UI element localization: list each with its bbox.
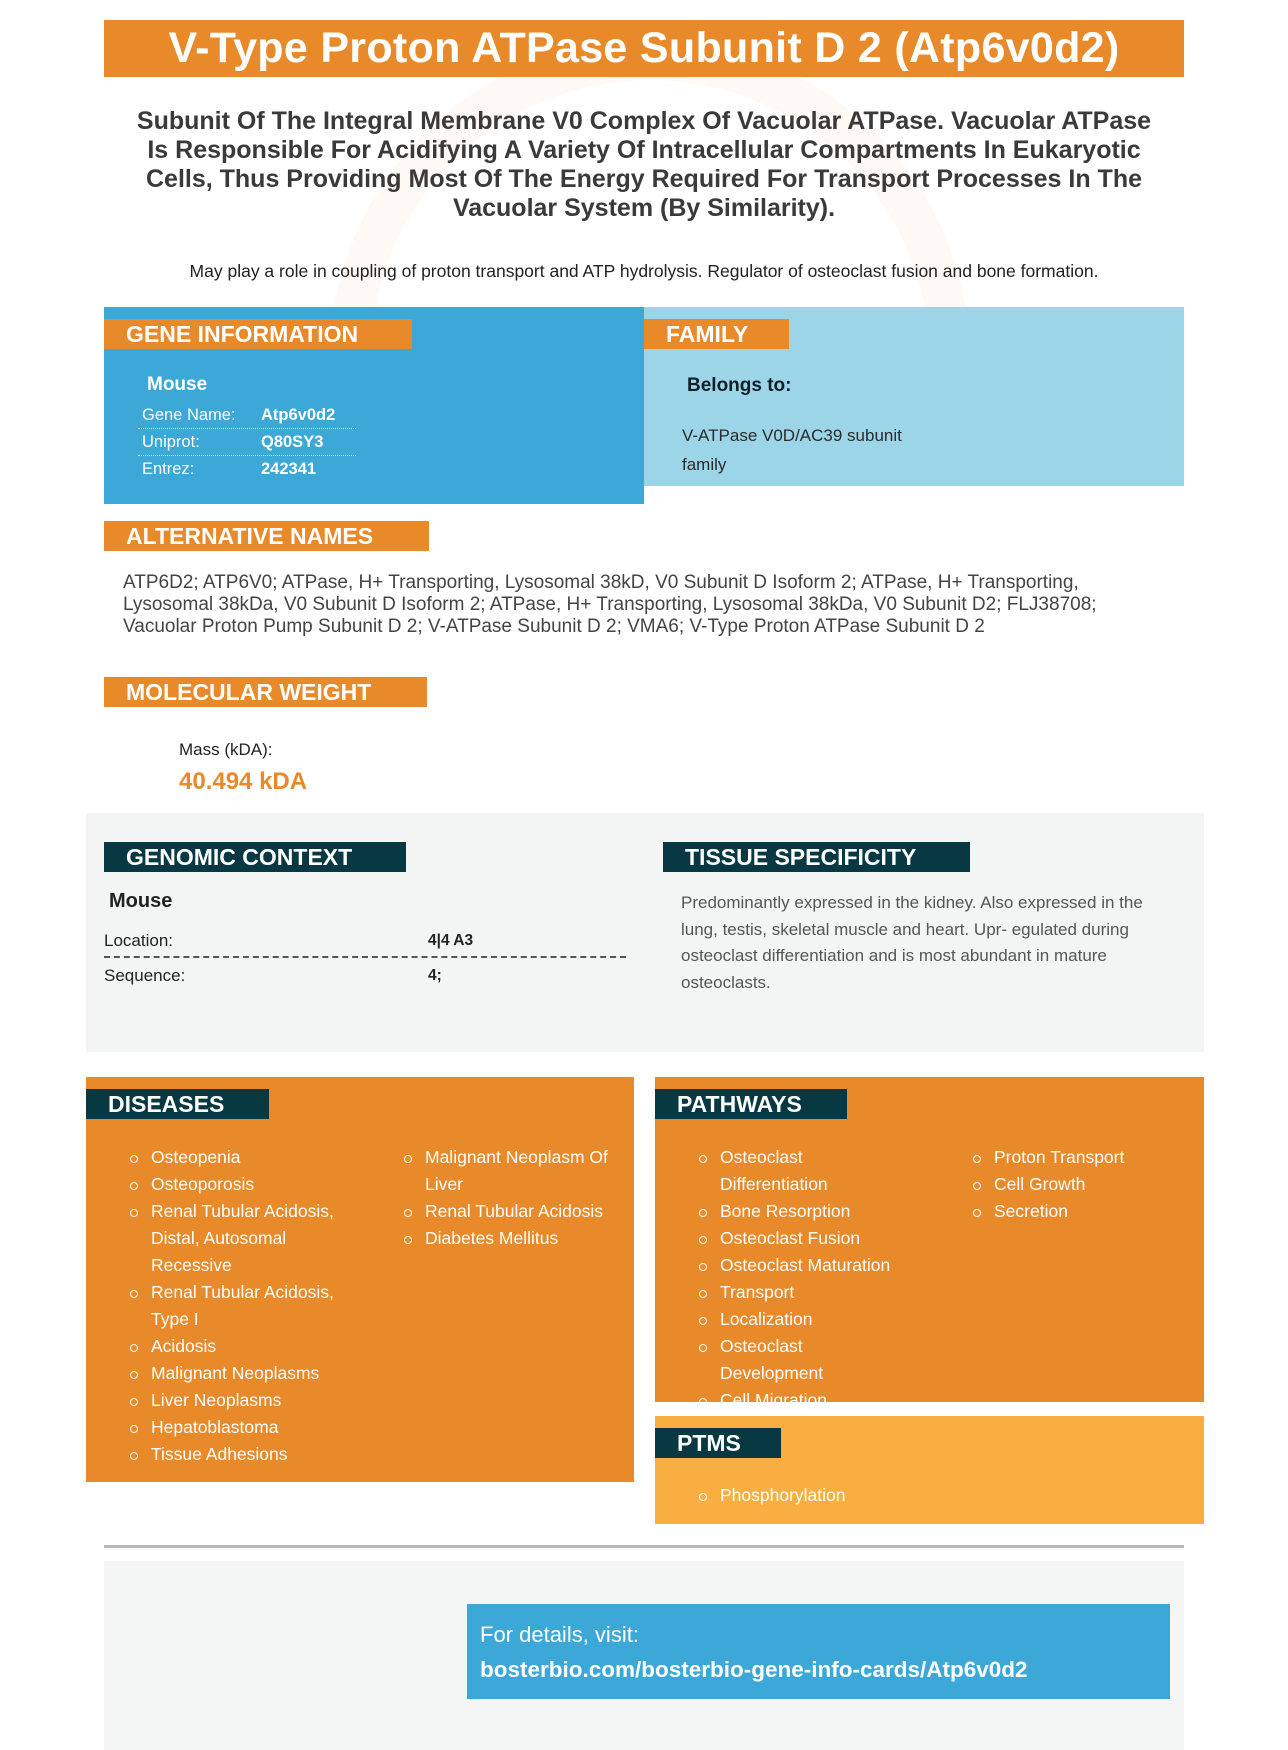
list-item: Proton Transport xyxy=(972,1144,1192,1171)
list-item: Tissue Adhesions xyxy=(129,1441,359,1468)
list-item: Renal Tubular Acidosis xyxy=(403,1198,628,1225)
alternative-names-text: ATP6D2; ATP6V0; ATPase, H+ Transporting, Lysosomal 38kD, V0 Subunit D Isoform 2; ATPase, H+ Transporting, Lysosomal 38kDa, V0 Subunit D Isoform 2; ATPase, H+ Transporting, Lysosomal 38kDa, V0 Subunit D2; FLJ38708; Vacuolar Proton Pump Subunit D 2; V-ATPase Subunit D 2; VMA6; V-Type Proton ATPase Subunit D 2 xyxy=(123,572,1097,637)
list-item: Transport xyxy=(698,1279,908,1306)
gene-row-name xyxy=(138,402,356,429)
molecular-weight-heading: MOLECULAR WEIGHT xyxy=(104,677,427,707)
gene-information-heading: GENE INFORMATION xyxy=(104,319,412,349)
list-item: Malignant Neoplasms xyxy=(129,1360,359,1387)
genomic-row-sequence xyxy=(104,959,626,993)
gene-row-key: Gene Name: xyxy=(142,406,236,424)
gene-row-key: Entrez: xyxy=(142,460,195,478)
family-heading: FAMILY xyxy=(644,319,789,349)
list-item: Osteopenia xyxy=(129,1144,359,1171)
family-text: V-ATPase V0D/AC39 subunit family xyxy=(682,426,902,474)
diseases-list-col2 xyxy=(403,1144,628,1252)
list-item: Osteoporosis xyxy=(129,1171,359,1198)
genomic-row-value: 4|4 A3 xyxy=(428,932,474,949)
tissue-specificity-text: Predominantly expressed in the kidney. Also expressed in the lung, testis, skeletal muscle and heart. Upr- egulated during osteoclast differentiation and is most abundant in mature osteoclasts. xyxy=(681,893,1143,992)
genomic-row-key: Sequence: xyxy=(104,966,186,985)
list-item: Liver Neoplasms xyxy=(129,1387,359,1414)
diseases-heading: DISEASES xyxy=(86,1089,269,1119)
list-item: Phosphorylation xyxy=(698,1482,998,1509)
footer-divider xyxy=(104,1545,1184,1548)
gene-row-key: Uniprot: xyxy=(142,433,200,451)
pathways-list-col2 xyxy=(972,1144,1192,1225)
list-item: Hepatoblastoma xyxy=(129,1414,359,1441)
gene-row-value: Q80SY3 xyxy=(261,433,324,451)
list-item: Renal Tubular Acidosis, Distal, Autosomal Recessive xyxy=(129,1198,359,1279)
gene-species: Mouse xyxy=(147,374,208,395)
list-item: Cell Migration xyxy=(698,1387,908,1414)
mass-value: 40.494 kDA xyxy=(179,768,308,795)
list-item: Diabetes Mellitus xyxy=(403,1225,628,1252)
diseases-list-col1 xyxy=(129,1144,359,1468)
page-title: V-Type Proton ATPase Subunit D 2 (Atp6v0d2) xyxy=(104,20,1184,77)
details-box xyxy=(467,1604,1170,1699)
pathways-list-col1 xyxy=(698,1144,908,1414)
list-item: Secretion xyxy=(972,1198,1192,1225)
list-item: Osteoclast Maturation xyxy=(698,1252,908,1279)
details-link[interactable]: bosterbio.com/bosterbio-gene-info-cards/Atp6v0d2 xyxy=(480,1657,1028,1682)
list-item: Malignant Neoplasm Of Liver xyxy=(403,1144,628,1198)
list-item: Osteoclast Development xyxy=(698,1333,908,1387)
gene-row-value: Atp6v0d2 xyxy=(261,406,336,424)
list-item: Bone Resorption xyxy=(698,1198,908,1225)
genomic-context-heading: GENOMIC CONTEXT xyxy=(104,842,406,872)
gene-row-entrez xyxy=(138,456,356,483)
list-item: Cell Growth xyxy=(972,1171,1192,1198)
pathways-heading: PATHWAYS xyxy=(655,1089,847,1119)
list-item: Osteoclast Fusion xyxy=(698,1225,908,1252)
genomic-row-location xyxy=(104,924,626,958)
function-note: May play a role in coupling of proton transport and ATP hydrolysis. Regulator of osteoclast fusion and bone formation. xyxy=(189,261,1099,281)
details-label: For details, visit: xyxy=(480,1622,639,1647)
alternative-names-heading: ALTERNATIVE NAMES xyxy=(104,521,429,551)
list-item: Localization xyxy=(698,1306,908,1333)
family-belongs-label: Belongs to: xyxy=(687,375,792,396)
genomic-row-value: 4; xyxy=(428,967,442,984)
gene-row-value: 242341 xyxy=(261,460,317,478)
mass-label: Mass (kDA): xyxy=(179,740,273,759)
list-item: Renal Tubular Acidosis, Type I xyxy=(129,1279,359,1333)
function-summary: Subunit Of The Integral Membrane V0 Complex Of Vacuolar ATPase. Vacuolar ATPase Is Responsible For Acidifying A Variety Of Intracellular Compartments In Eukaryotic Cells, Thus Providing Most Of The Energy Required For Transport Processes In The Vacuolar System (By Similarity). xyxy=(136,107,1152,222)
tissue-specificity-heading: TISSUE SPECIFICITY xyxy=(663,842,970,872)
ptms-heading: PTMS xyxy=(655,1428,781,1458)
list-item: Acidosis xyxy=(129,1333,359,1360)
list-item: Osteoclast Differentiation xyxy=(698,1144,908,1198)
ptms-list xyxy=(698,1482,998,1509)
genomic-row-key: Location: xyxy=(104,931,173,950)
genomic-species: Mouse xyxy=(109,890,173,912)
gene-row-uniprot xyxy=(138,429,356,456)
